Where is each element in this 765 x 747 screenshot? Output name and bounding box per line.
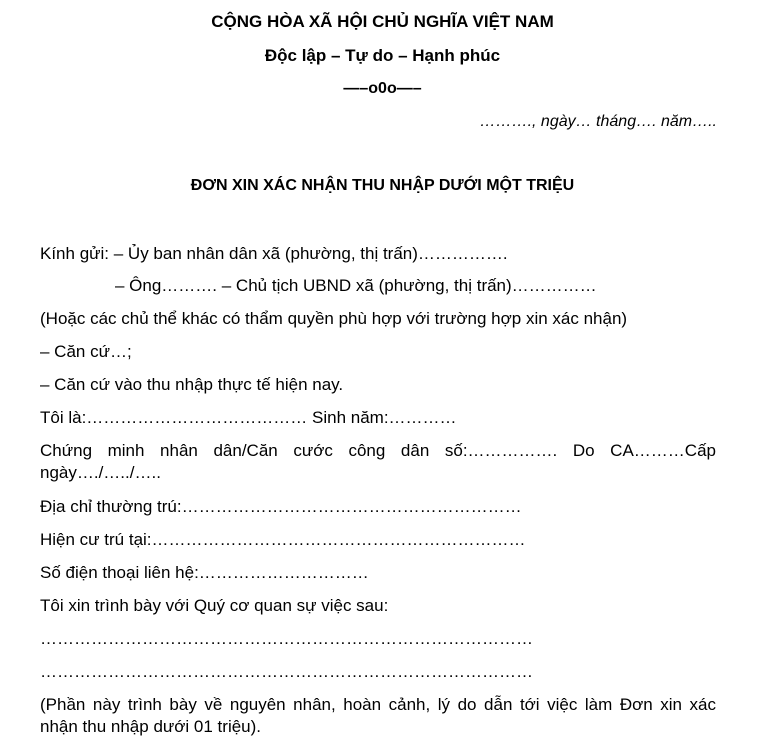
authority-note: (Hoặc các chủ thể khác có thẩm quyền phù hợp với trường hợp xin xác nhận) [40,309,628,328]
id-line-2: ngày…./…../….. [40,463,161,482]
name-birth-line: Tôi là:………………………………… Sinh năm:………… [40,408,457,427]
blank-line-2: …………………………………………………………………………… [40,662,533,681]
current-residence-line: Hiện cư trú tại:………………………………………………………… [40,530,526,549]
explanation-line-2: nhận thu nhập dưới 01 triệu). [40,717,262,736]
recipient-line-2: – Ông………. – Chủ tịch UBND xã (phường, thị trấn)…………… [115,276,597,295]
recipient-line-1: Kính gửi: – Ủy ban nhân dân xã (phường, thị trấn)……………. [40,244,508,263]
phone-line: Số điện thoại liên hệ:………………………… [40,563,369,582]
explanation-line-1: (Phần này trình bày về nguyên nhân, hoàn cảnh, lý do dẫn tới việc làm Đơn xin xác [40,695,716,714]
id-line-1: Chứng minh nhân dân/Căn cước công dân số:……………. Do CA………Cấp [40,441,716,460]
permanent-address-line: Địa chỉ thường trú:…………………………………………………… [40,497,522,516]
presentation-intro: Tôi xin trình bày với Quý cơ quan sự việc sau: [40,596,389,615]
motto-header: Độc lập – Tự do – Hạnh phúc [264,46,501,65]
header-separator: —–o0o—– [343,80,422,97]
blank-line-1: …………………………………………………………………………… [40,629,533,648]
document-title: ĐƠN XIN XÁC NHẬN THU NHẬP DƯỚI MỘT TRIỆU [190,177,575,194]
date-line: ………., ngày… tháng…. năm….. [479,113,717,130]
basis-line-1: – Căn cứ…; [40,342,132,361]
country-header: CỘNG HÒA XÃ HỘI CHỦ NGHĨA VIỆT NAM [211,12,554,31]
basis-line-2: – Căn cứ vào thu nhập thực tế hiện nay. [40,375,344,394]
